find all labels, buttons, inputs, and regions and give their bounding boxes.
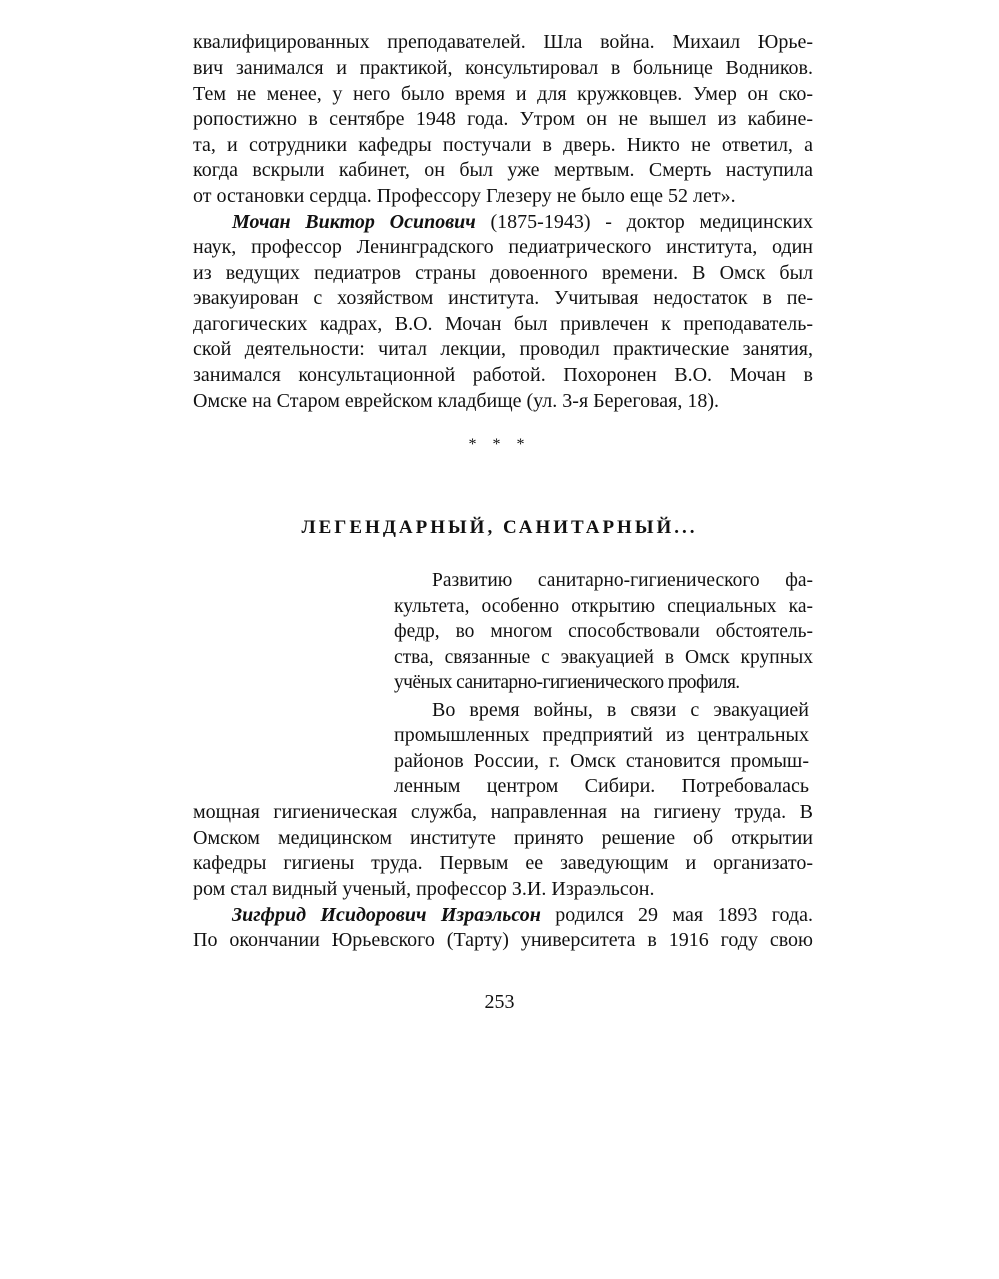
mochan-first-line <box>232 209 813 235</box>
text-line: из ведущих педиатров страны довоенного времени. В Омск был <box>193 262 813 284</box>
text-span: (1875-1943) - доктор медицинских <box>475 211 813 233</box>
text-line: от остановки сердца. Профессору Глезеру не было еще 52 лет». <box>193 185 736 207</box>
epigraph-line: учёных санитарно-гигиенического профиля. <box>394 672 740 693</box>
epigraph-line: федр, во многом способствовали обстоятель- <box>394 621 813 642</box>
text-line: кафедры гигиены труда. Первым ее заведующим и организато- <box>193 852 813 874</box>
text-line: Тем не менее, у него было время и для кружковцев. Умер он ско- <box>193 83 813 105</box>
text-span: родился 29 мая 1893 года. <box>540 904 813 926</box>
text-line: вич занимался и практикой, консультировал в больнице Водников. <box>193 57 813 79</box>
text-line: Омске на Старом еврейском кладбище (ул. 3-я Береговая, 18). <box>193 390 720 412</box>
izraelson-first-line <box>232 902 813 928</box>
text-line: ропостижно в сентябре 1948 года. Утром он не вышел из кабине- <box>193 108 813 130</box>
text-line: квалифицированных преподавателей. Шла война. Михаил Юрье- <box>193 31 813 53</box>
text-line: дагогических кадрах, В.О. Мочан был привлечен к преподаватель- <box>193 313 813 335</box>
epigraph-line: Развитию санитарно-гигиенического фа- <box>432 570 813 591</box>
text-line: занимался консультационной работой. Похоронен В.О. Мочан в <box>193 364 813 386</box>
epigraph-line: культета, особенно открытию специальных ка- <box>394 596 813 617</box>
section-heading: ЛЕГЕНДАРНЫЙ, САНИТАРНЫЙ... <box>301 517 698 538</box>
page-number: 253 <box>484 991 515 1013</box>
text-line: мощная гигиеническая служба, направленная на гигиену труда. В <box>193 801 813 823</box>
text-line: та, и сотрудники кафедры постучали в дверь. Никто не ответил, а <box>193 134 813 156</box>
section-separator: * * * <box>468 436 531 453</box>
person-name: Мочан Виктор Осипович <box>232 211 476 233</box>
text-line: наук, профессор Ленинградского педиатрического института, один <box>193 236 813 258</box>
text-line: ром стал видный ученый, профессор З.И. Израэльсон. <box>193 878 655 900</box>
text-line: эвакуирован с хозяйством института. Учитывая недостаток в пе- <box>193 287 813 309</box>
text-line: когда вскрыли кабинет, он был уже мертвым. Смерть наступила <box>193 159 813 181</box>
epigraph-line: ства, связанные с эвакуацией в Омск крупных <box>394 647 813 668</box>
text-line: По окончании Юрьевского (Тарту) университета в 1916 году свою <box>193 929 813 951</box>
text-line: промышленных предприятий из центральных <box>394 724 809 746</box>
person-name: Зигфрид Исидорович Израэльсон <box>232 904 541 926</box>
text-line: Во время войны, в связи с эвакуацией <box>432 699 809 721</box>
text-line: Омском медицинском институте принято решение об открытии <box>193 827 813 849</box>
text-line: ской деятельности: читал лекции, проводил практические занятия, <box>193 338 813 360</box>
text-line: ленным центром Сибири. Потребовалась <box>394 775 809 797</box>
text-line: районов России, г. Омск становится промыш- <box>394 750 809 772</box>
